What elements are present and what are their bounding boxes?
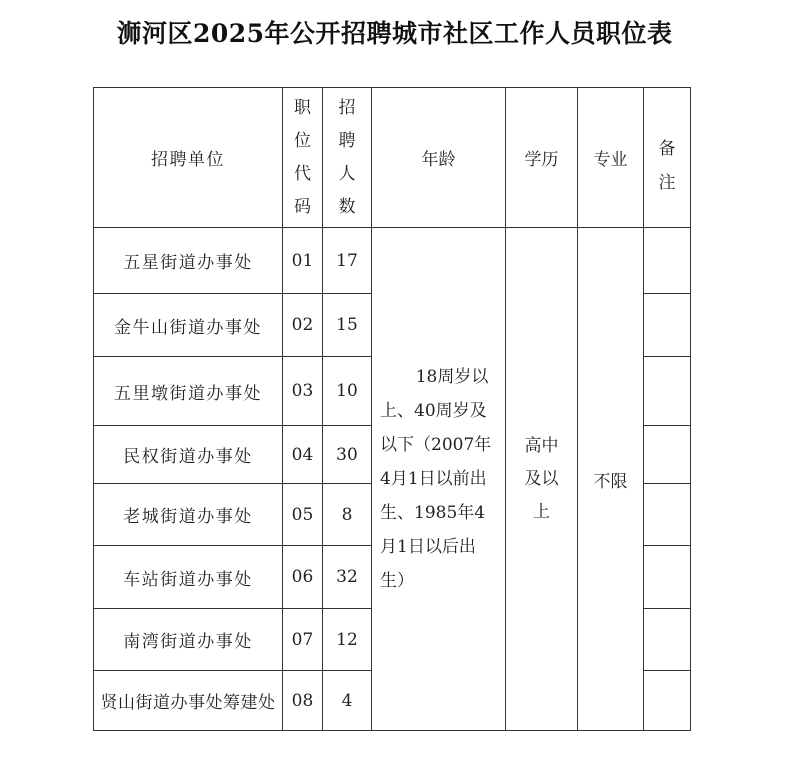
remark-cell — [644, 357, 691, 426]
header-remark: 备注 — [644, 88, 691, 228]
count-cell: 10 — [323, 357, 372, 426]
count-cell: 32 — [323, 546, 372, 609]
unit-cell: 五星街道办事处 — [94, 228, 283, 294]
education-cell: 高中及以上 — [506, 228, 578, 731]
code-cell: 06 — [283, 546, 323, 609]
count-cell: 12 — [323, 609, 372, 671]
job-table — [93, 87, 691, 731]
header-unit: 招聘单位 — [94, 88, 283, 228]
unit-cell: 老城街道办事处 — [94, 484, 283, 546]
unit-cell: 南湾街道办事处 — [94, 609, 283, 671]
page-title: 浉河区2025年公开招聘城市社区工作人员职位表 — [116, 19, 673, 48]
header-education: 学历 — [506, 88, 578, 228]
remark-cell — [644, 671, 691, 731]
header-age: 年龄 — [372, 88, 506, 228]
header-major: 专业 — [578, 88, 644, 228]
code-cell: 02 — [283, 294, 323, 357]
count-cell: 8 — [323, 484, 372, 546]
header-row — [94, 88, 691, 228]
table-row — [94, 228, 691, 294]
code-cell: 03 — [283, 357, 323, 426]
unit-cell: 民权街道办事处 — [94, 426, 283, 484]
header-code: 职位代码 — [283, 88, 323, 228]
remark-cell — [644, 228, 691, 294]
remark-cell — [644, 546, 691, 609]
count-cell: 15 — [323, 294, 372, 357]
count-cell: 4 — [323, 671, 372, 731]
unit-cell: 贤山街道办事处筹建处 — [94, 671, 283, 731]
unit-cell: 车站街道办事处 — [94, 546, 283, 609]
age-cell: 18周岁以上、40周岁及以下（2007年4月1日以前出生、1985年4月1日以后出生） — [372, 228, 506, 731]
remark-cell — [644, 294, 691, 357]
remark-cell — [644, 609, 691, 671]
code-cell: 05 — [283, 484, 323, 546]
code-cell: 01 — [283, 228, 323, 294]
code-cell: 08 — [283, 671, 323, 731]
count-cell: 17 — [323, 228, 372, 294]
remark-cell — [644, 484, 691, 546]
unit-cell: 五里墩街道办事处 — [94, 357, 283, 426]
count-cell: 30 — [323, 426, 372, 484]
header-count: 招聘人数 — [323, 88, 372, 228]
code-cell: 04 — [283, 426, 323, 484]
unit-cell: 金牛山街道办事处 — [94, 294, 283, 357]
code-cell: 07 — [283, 609, 323, 671]
major-cell: 不限 — [578, 228, 644, 731]
remark-cell — [644, 426, 691, 484]
